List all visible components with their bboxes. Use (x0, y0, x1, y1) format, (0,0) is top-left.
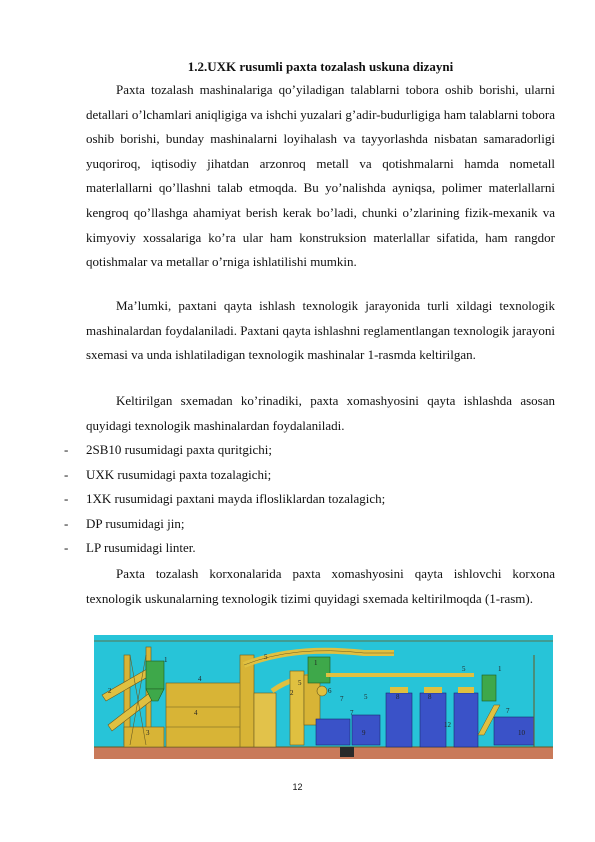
separator-green (146, 661, 164, 701)
paragraph-2-text: Ma’lumki, paxtani qayta ishlash texnologik jarayonida turli xildagi texnologik mashinalardan foydalaniladi. Paxtani qayta ishlashni reglamentlangan texnologik jarayoni sxemasi va unda ishlatiladigan texnologik mashinalar 1-rasmda keltirilgan. (86, 298, 555, 363)
list-marker: - (64, 466, 69, 482)
process-scheme-drawing (94, 635, 553, 759)
dryer-2sb10 (166, 655, 276, 747)
paragraph-2 (86, 294, 555, 390)
figure-label: 9 (362, 729, 366, 737)
figure-label: 4 (194, 709, 198, 717)
page-number: 12 (292, 782, 303, 792)
figure-label: 5 (298, 679, 302, 687)
paragraph-1 (86, 78, 555, 294)
figure-label: 8 (396, 693, 400, 701)
list-item-text: LP rusumidagi linter. (86, 540, 196, 556)
list-marker: - (64, 540, 69, 556)
figure-label: 1 (498, 665, 502, 673)
list-item-text: 1XK rusumidagi paxtani mayda iflosliklardan tozalagich; (86, 491, 386, 507)
list-item-text: DP rusumidagi jin; (86, 515, 185, 531)
figure-label: 1 (314, 659, 318, 667)
list-item-text: 2SB10 rusumidagi paxta quritgichi; (86, 442, 272, 457)
list-item (64, 463, 555, 488)
paragraph-4 (86, 562, 555, 634)
list-item (64, 487, 555, 512)
list-item (64, 536, 555, 561)
figure-label: 7 (506, 707, 510, 715)
figure-label: 5 (462, 665, 466, 673)
figure-label: 6 (328, 687, 332, 695)
list-marker: - (64, 491, 69, 507)
figure-label: 4 (198, 675, 202, 683)
list-item (64, 512, 555, 537)
figure-label: 5 (364, 693, 368, 701)
process-scheme-figure (94, 635, 553, 759)
paragraph-1-text: Paxta tozalash mashinalariga qo’yiladigan talablarni tobora oshib borishi, ularni detallari o’lchamlari aniqligiga va ishchi yuzalari g’adir-budurligiga ham talablarni tobora oshib borishi, bunday mashinalarni loyihalash va tayyorlashda nisbatan samaradorligi yuqoriroq, iqtisodiy jihatdan arzonroq metall va qotishmalarni hamda nometall materlallarni qo’llashni talab etmoqda. Bu yo’nalishda ayniqsa, polimer materlallarni kengroq qo’llashga ahamiyat berish kerak bo’ladi, chunki o’zlarining fizik-mexanik va kimyoviy xossalariga ko’ra ular ham konstruksion materlallar sifatida, ham rangdor qotishmalar va metallar o’rniga ishlatilishi mumkin. (86, 82, 555, 270)
figure-label: 8 (428, 693, 432, 701)
figure-label: 7 (350, 709, 354, 717)
paragraph-4-text: Paxta tozalash korxonalarida paxta xomashyosini qayta ishlovchi korxona texnologik uskunalarning texnologik tizimi quyidagi sxemada keltirilmoqda (1-rasm). (86, 566, 555, 606)
list-item (64, 438, 555, 463)
section-heading: 1.2.UXK rusumli paxta tozalash uskuna dizayni (187, 59, 454, 74)
figure-label: 2 (108, 687, 112, 695)
figure-label: 7 (340, 695, 344, 703)
figure-label: 2 (290, 689, 294, 697)
figure-label: 5 (264, 653, 268, 661)
list-marker: - (64, 442, 69, 457)
floor (94, 747, 553, 759)
list-item-text: UXK rusumidagi paxta tozalagichi; (86, 466, 272, 482)
paragraph-3-text: Keltirilgan sxemadan ko’rinadiki, paxta xomashyosini qayta ishlashda asosan quyidagi texnologik mashinalardan foydalaniladi. (86, 393, 555, 433)
list-marker: - (64, 515, 69, 531)
paragraph-3 (86, 389, 555, 437)
machine-list (64, 438, 555, 561)
figure-label: 12 (444, 721, 451, 729)
figure-label: 3 (146, 729, 150, 737)
figure-label: 10 (518, 729, 525, 737)
linter-lp (478, 655, 534, 747)
figure-label: 1 (164, 656, 168, 664)
